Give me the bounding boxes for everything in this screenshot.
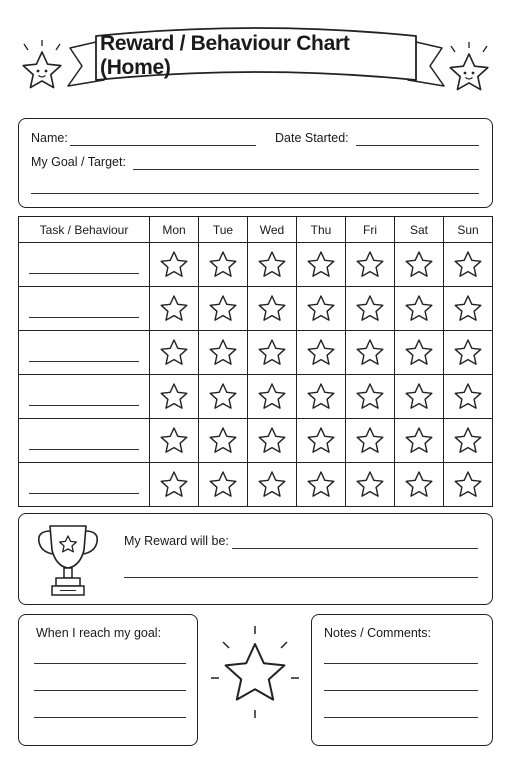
star-icon (306, 250, 336, 279)
goal-label: My Goal / Target: (31, 155, 126, 169)
task-header: Task / Behaviour (19, 217, 150, 243)
task-line (29, 405, 139, 406)
task-cell[interactable] (19, 331, 150, 375)
star-cell[interactable] (395, 287, 444, 331)
star-cell[interactable] (199, 331, 248, 375)
star-cell[interactable] (346, 375, 395, 419)
star-cell[interactable] (248, 243, 297, 287)
star-cell[interactable] (395, 375, 444, 419)
notes-line-2[interactable] (324, 690, 478, 691)
star-cell[interactable] (444, 331, 493, 375)
day-header: Thu (297, 217, 346, 243)
star-cell[interactable] (248, 375, 297, 419)
task-cell[interactable] (19, 243, 150, 287)
table-row (19, 331, 493, 375)
star-cell[interactable] (297, 375, 346, 419)
goal-field[interactable] (133, 169, 479, 170)
task-line (29, 361, 139, 362)
star-icon (404, 250, 434, 279)
star-cell[interactable] (199, 463, 248, 507)
star-icon (404, 426, 434, 455)
reward-field-line-2[interactable] (124, 577, 478, 578)
smiling-star-icon (450, 42, 488, 90)
goal-field-line-2[interactable] (31, 193, 479, 194)
star-icon (159, 470, 189, 499)
star-icon (159, 338, 189, 367)
star-cell[interactable] (248, 463, 297, 507)
star-icon (453, 338, 483, 367)
star-icon (159, 250, 189, 279)
star-icon (257, 382, 287, 411)
star-cell[interactable] (346, 419, 395, 463)
star-icon (306, 382, 336, 411)
notes-label: Notes / Comments: (324, 626, 431, 640)
star-cell[interactable] (199, 375, 248, 419)
goal-reached-label: When I reach my goal: (36, 626, 162, 640)
date-started-field[interactable] (356, 145, 479, 146)
star-icon (355, 294, 385, 323)
star-icon (208, 382, 238, 411)
star-cell[interactable] (444, 375, 493, 419)
star-cell[interactable] (150, 331, 199, 375)
task-line (29, 317, 139, 318)
reward-label: My Reward will be: (124, 534, 229, 548)
star-cell[interactable] (297, 243, 346, 287)
goal-reached-line-1[interactable] (34, 663, 186, 664)
day-header: Sat (395, 217, 444, 243)
star-icon (355, 250, 385, 279)
star-icon (159, 426, 189, 455)
task-cell[interactable] (19, 287, 150, 331)
task-line (29, 449, 139, 450)
star-icon (205, 622, 305, 724)
table-row (19, 419, 493, 463)
notes-line-1[interactable] (324, 663, 478, 664)
star-cell[interactable] (199, 287, 248, 331)
day-header: Wed (248, 217, 297, 243)
star-cell[interactable] (199, 243, 248, 287)
task-cell[interactable] (19, 463, 150, 507)
star-icon (208, 470, 238, 499)
behaviour-chart (18, 216, 493, 507)
star-icon (306, 426, 336, 455)
star-icon (257, 250, 287, 279)
star-cell[interactable] (297, 463, 346, 507)
star-icon (257, 338, 287, 367)
task-cell[interactable] (19, 375, 150, 419)
star-icon (306, 470, 336, 499)
star-cell[interactable] (444, 419, 493, 463)
star-icon (208, 294, 238, 323)
star-icon (257, 294, 287, 323)
task-line (29, 273, 139, 274)
star-cell[interactable] (150, 287, 199, 331)
star-icon (306, 294, 336, 323)
star-cell[interactable] (248, 419, 297, 463)
star-icon (257, 426, 287, 455)
star-icon (208, 338, 238, 367)
star-cell[interactable] (346, 243, 395, 287)
star-icon (404, 382, 434, 411)
goal-reached-line-2[interactable] (34, 690, 186, 691)
star-cell[interactable] (346, 463, 395, 507)
star-icon (453, 250, 483, 279)
star-cell[interactable] (395, 331, 444, 375)
star-cell[interactable] (395, 419, 444, 463)
star-icon (453, 382, 483, 411)
table-row (19, 375, 493, 419)
star-cell[interactable] (395, 463, 444, 507)
star-cell[interactable] (346, 287, 395, 331)
name-field[interactable] (70, 145, 256, 146)
star-icon (306, 338, 336, 367)
star-cell[interactable] (297, 331, 346, 375)
star-icon (257, 470, 287, 499)
star-icon (404, 470, 434, 499)
star-icon (355, 470, 385, 499)
star-cell[interactable] (150, 243, 199, 287)
reward-field[interactable] (232, 548, 478, 549)
table-row (19, 243, 493, 287)
day-header: Tue (199, 217, 248, 243)
star-icon (404, 294, 434, 323)
name-label: Name: (31, 131, 68, 145)
day-header: Fri (346, 217, 395, 243)
star-cell[interactable] (395, 243, 444, 287)
star-icon (404, 338, 434, 367)
task-line (29, 493, 139, 494)
star-cell[interactable] (150, 375, 199, 419)
star-icon (159, 294, 189, 323)
star-icon (355, 426, 385, 455)
star-icon (355, 382, 385, 411)
star-cell[interactable] (444, 243, 493, 287)
star-cell[interactable] (444, 287, 493, 331)
star-cell[interactable] (346, 331, 395, 375)
smiling-star-icon (23, 40, 61, 88)
table-row (19, 463, 493, 507)
star-icon (355, 338, 385, 367)
star-cell[interactable] (248, 287, 297, 331)
star-cell[interactable] (150, 419, 199, 463)
star-icon (159, 382, 189, 411)
star-icon (453, 470, 483, 499)
star-cell[interactable] (297, 287, 346, 331)
date-started-label: Date Started: (275, 131, 349, 145)
star-cell[interactable] (199, 419, 248, 463)
star-cell[interactable] (248, 331, 297, 375)
goal-reached-line-3[interactable] (34, 717, 186, 718)
star-cell[interactable] (444, 463, 493, 507)
notes-line-3[interactable] (324, 717, 478, 718)
star-icon (453, 426, 483, 455)
day-header: Sun (444, 217, 493, 243)
task-cell[interactable] (19, 419, 150, 463)
page-title: Reward / Behaviour Chart (Home) (100, 32, 350, 79)
star-cell[interactable] (297, 419, 346, 463)
star-icon (208, 250, 238, 279)
star-cell[interactable] (150, 463, 199, 507)
star-icon (453, 294, 483, 323)
table-row (19, 287, 493, 331)
star-icon (208, 426, 238, 455)
day-header: Mon (150, 217, 199, 243)
trophy-icon (34, 522, 102, 598)
